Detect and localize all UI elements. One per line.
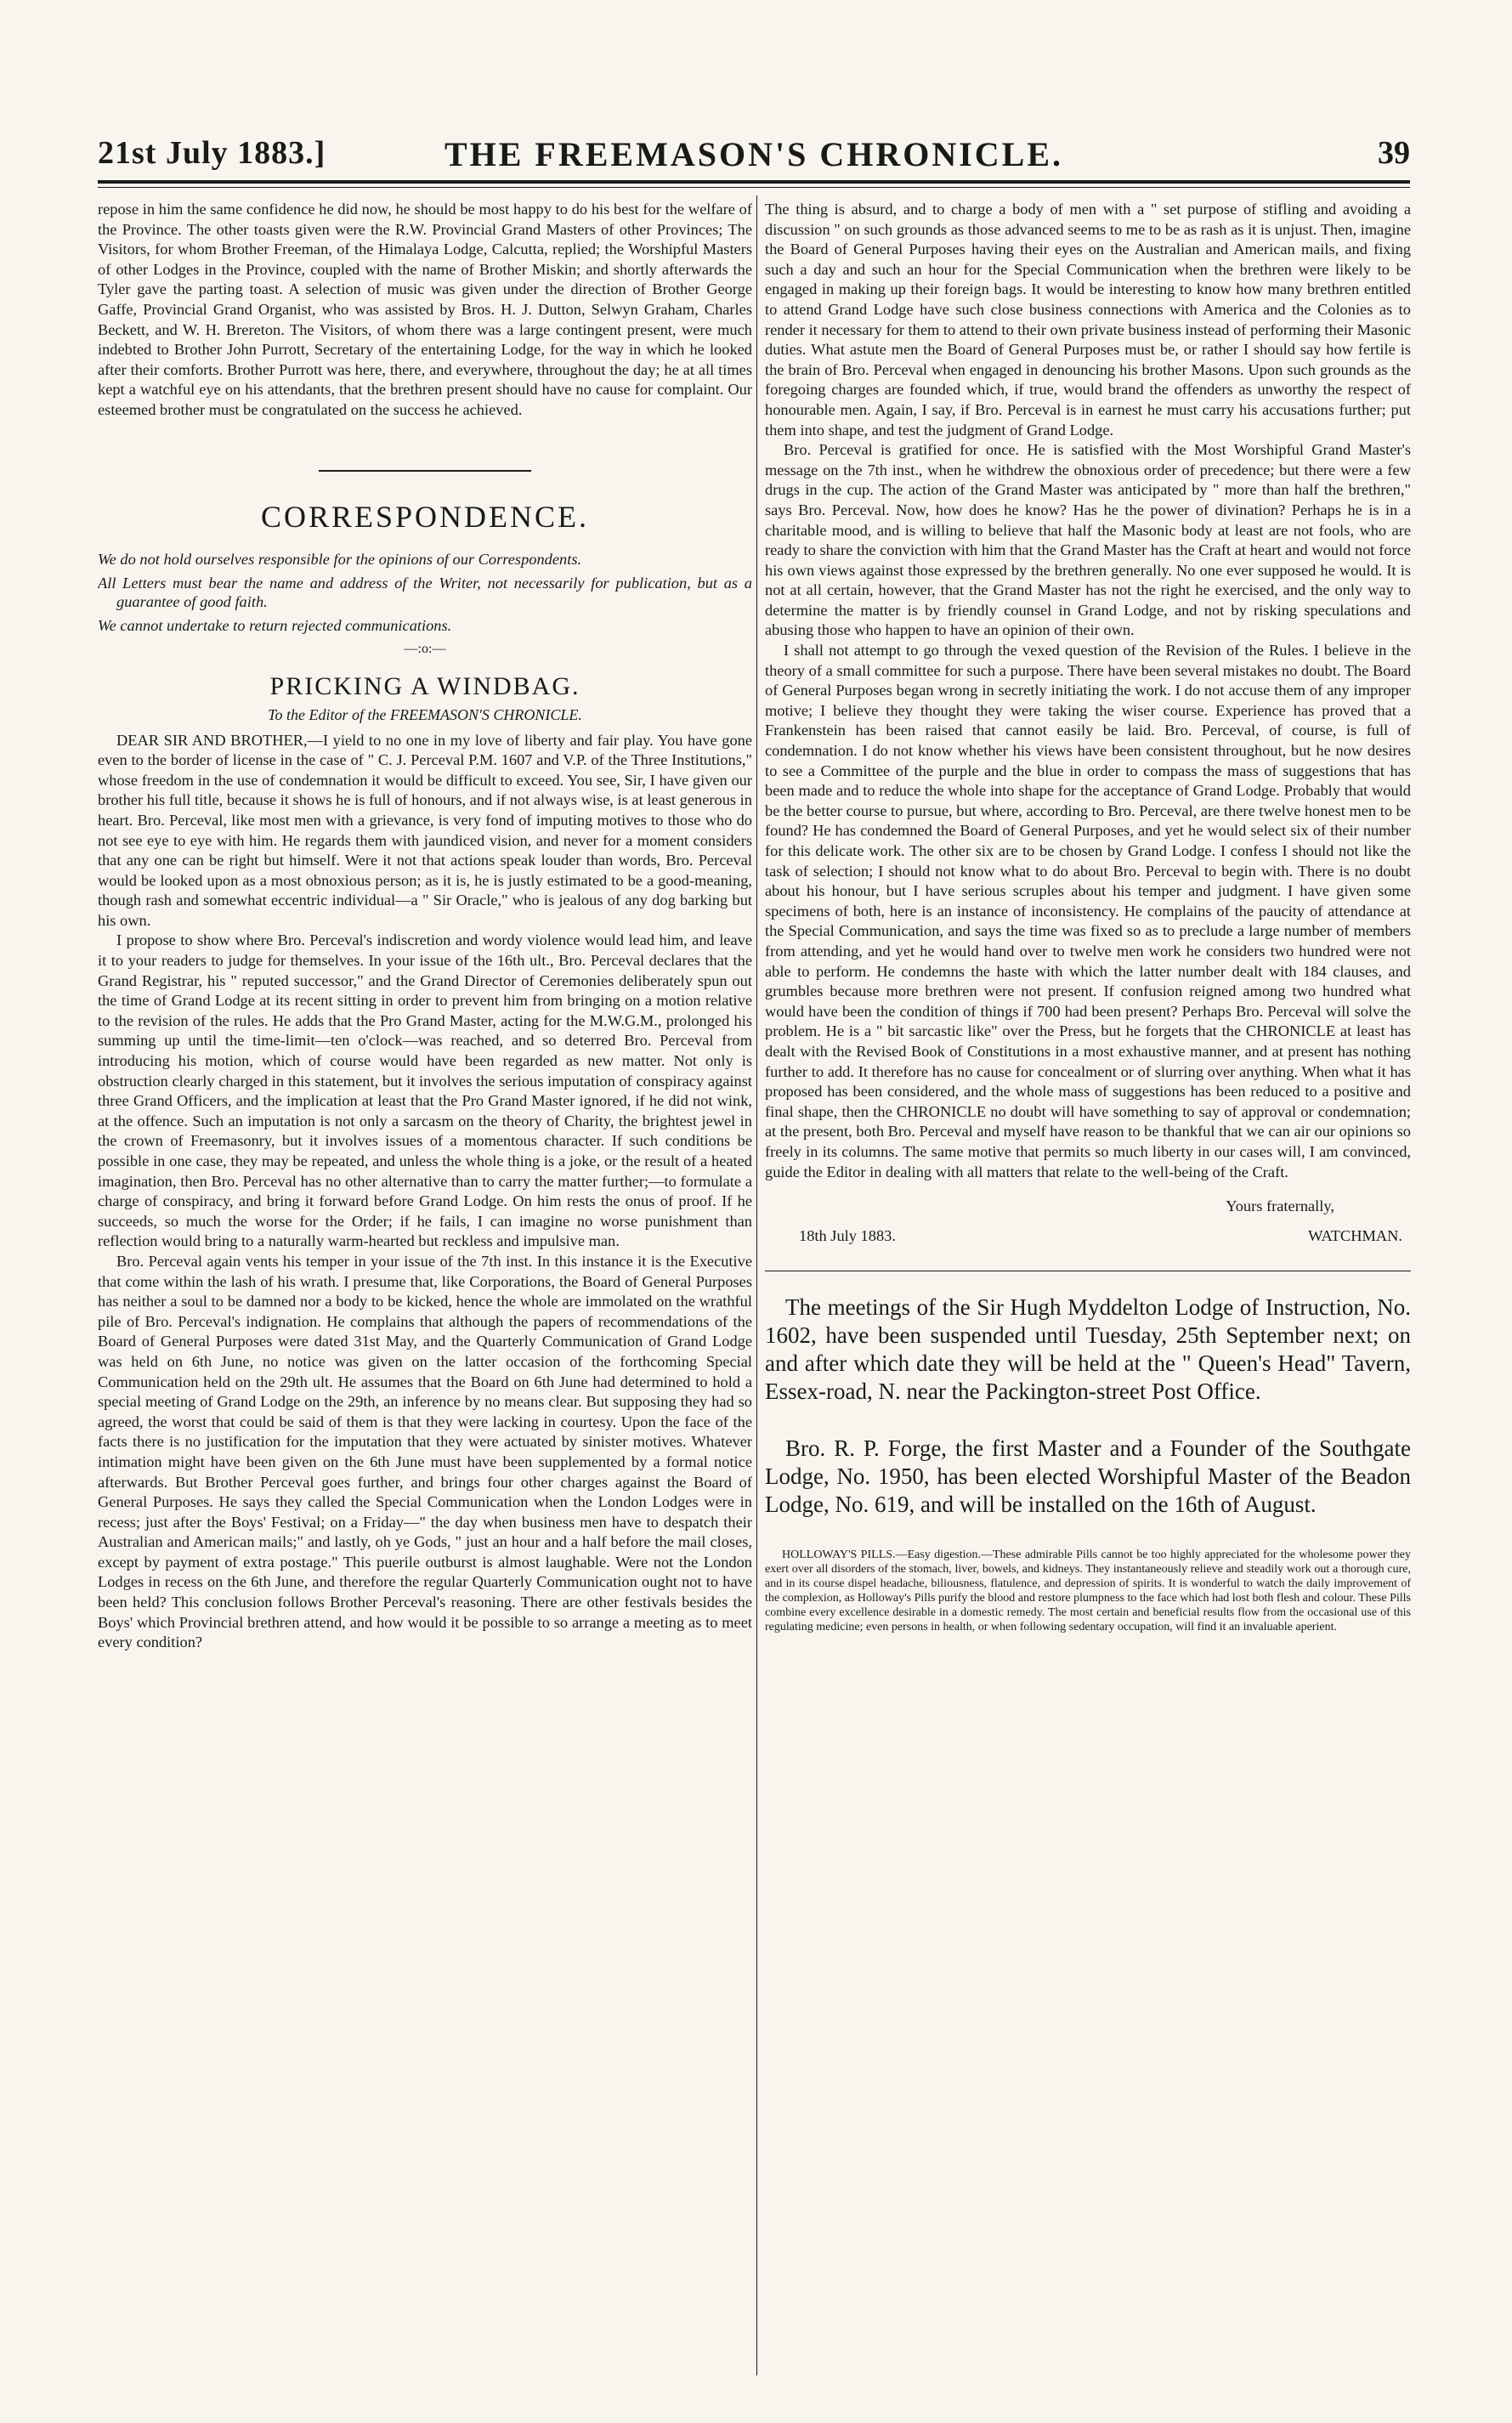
signature: WATCHMAN. bbox=[1308, 1227, 1402, 1245]
masthead-rule-thick bbox=[98, 180, 1410, 184]
publication-title: THE FREEMASON'S CHRONICLE. bbox=[444, 135, 1064, 173]
letter-signoff bbox=[765, 1197, 1411, 1245]
disclaimer: All Letters must bear the name and address of the Writer, not necessarily for publication, but as a guarantee of good faith. bbox=[98, 574, 752, 610]
column-divider bbox=[756, 195, 757, 2375]
article-title: PRICKING A WINDBAG. bbox=[269, 671, 580, 700]
letter-paragraph: The thing is absurd, and to charge a body of men with a " set purpose of stifling and avoiding a discussion " on such grounds as those advanced seems to me to be as rash as it is unjust. Then, imagine the Board of General Purposes having their eyes on the Australian and American mails, and fixing such a day and such an hour for the Special Communication when the brethren were likely to be engaged in making up their foreign bags. It would be interesting to know how many brethren entitled to attend Grand Lodge have such close business connections with America and the Colonies as to render it necessary for them to attend to their own private business instead of performing their Masonic duties. What astute men the Board of General Purposes must be, or rather I should say how fertile is the brain of Bro. Perceval when engaged in denouncing his brother Masons. Upon such grounds as the foregoing charges are founded which, if true, would brand the offenders as unworthy the respect of honourable men. Again, I say, if Bro. Perceval is in earnest he must carry his accusations further; put them into shape, and test the judgment of Grand Lodge. bbox=[765, 201, 1411, 439]
issue-date: 21st July 1883.] bbox=[98, 135, 326, 171]
date-signature-row bbox=[765, 1227, 1411, 1245]
right-column bbox=[765, 200, 1411, 2375]
lodge-notice: Bro. R. P. Forge, the first Master and a Founder of the Southgate Lodge, No. 1950, has been elected Worshipful Master of the Beadon Lodge, No. 619, and will be installed on the 16th of August. bbox=[765, 1435, 1411, 1518]
closing-salutation: Yours fraternally, bbox=[1226, 1197, 1334, 1215]
advertisement: HOLLOWAY'S PILLS.—Easy digestion.—These admirable Pills cannot be too highly appreciated for the wholesome power they exert over all disorders of the stomach, liver, bowels, and kidneys. They instantaneously relieve and steadily work out a thorough cure, and in its course dispel headache, biliousness, flatulence, and depression of spirits. It is wonderful to watch the daily improvement of the complexion, as Holloway's Pills purify the blood and restore plumpness to the face which had lost both flesh and colour. These Pills combine every excellence desirable in a domestic remedy. The most certain and beneficial results flow from the occasional use of this regulating medicine; even persons in health, or when following sedentary occupation, will find it an invaluable aperient. bbox=[765, 1548, 1411, 1634]
letter-paragraph: DEAR SIR AND BROTHER,—I yield to no one in my love of liberty and fair play. You have gone even to the border of license in the case of " C. J. Perceval P.M. 1607 and V.P. of the Three Institutions," whose freedom in the use of condemnation it would be difficult to exceed. You see, Sir, I have given our brother his full title, because it shows he is full of honours, and if not always wise, is at least generous in heart. Bro. Perceval, like most men with a grievance, is very fond of imputing motives to those who do not see eye to eye with him. He regards them with jaundiced vision, and never for a moment considers that any one can be right but himself. Were it not that actions speak louder than words, Bro. Perceval would be looked upon as a most obnoxious person; as it is, he is justly estimated to be a good-meaning, though rash and somewhat eccentric individual—a " Sir Oracle," who is jealous of any dog barking but his own. bbox=[98, 731, 752, 929]
letter-paragraph: Bro. Perceval again vents his temper in your issue of the 7th inst. In this instance it is the Executive that come within the lash of his wrath. I presume that, like Corporations, the Board of General Purposes has neither a soul to be damned nor a body to be kicked, hence the whole are immolated on the wrathful pile of Bro. Perceval's indignation. He complains that although the papers of recommendations of the Board of General Purposes were dated 31st May, and the Quarterly Communication of Grand Lodge was held on 6th June, no notice was given on the latter occasion of the forthcoming Special Communication held on the 29th ult. He assumes that the Board on 6th June had determined to hold a special meeting of Grand Lodge on the 29th, an inference by no means clear. But supposing they had so agreed, the worst that could be said of them is that they were lacking in courtesy. Upon the face of the facts there is no justification for the imputation that they were actuated by sinister motives. Whatever intimation might have been given on the 6th June must have been supplemented by a formal notice afterwards. But Brother Perceval goes further, and brings four other charges against the Board of General Purposes. He says they called the Special Communication when the London Lodges were in recess; just after the Boys' Festival; on a Friday—" the day when business men have to despatch their Australian and American mails;" and lastly, oh ye Gods, " just an hour and a half before the mail closes, except by payment of extra postage." This puerile outburst is almost laughable. Were not the London Lodges in recess on the 6th June, and therefore the regular Quarterly Communication ought not to have been held? This conclusion follows Brother Perceval's reasoning. There are other festivals besides the Boys' which Provincial brethren attend, and how would it be possible to so arrange a meeting as to meet every condition? bbox=[98, 1252, 752, 1651]
to-editor-line: To the Editor of the FREEMASON'S CHRONICLE. bbox=[268, 705, 582, 723]
section-heading: CORRESPONDENCE. bbox=[260, 499, 590, 534]
section-divider bbox=[319, 470, 531, 472]
disclaimer-block bbox=[98, 550, 752, 635]
left-column bbox=[98, 200, 752, 2375]
lodge-notice: The meetings of the Sir Hugh Myddelton Lodge of Instruction, No. 1602, have been suspended until Tuesday, 25th September next; on and after which date they will be held at the " Queen's Head" Tavern, Essex-road, N. near the Packington-street Post Office. bbox=[765, 1294, 1411, 1405]
letter-paragraph: I propose to show where Bro. Perceval's indiscretion and wordy violence would lead him, and leave it to your readers to judge for themselves. In your issue of the 16th ult., Bro. Perceval declares that the Grand Registrar, his " reputed successor," and the Grand Director of Ceremonies deliberately spun out the time of Grand Lodge at its recent sitting in order to prevent him from bringing on a motion relative to the revision of the rules. He adds that the Pro Grand Master, acting for the M.W.G.M., prolonged his summing up until the time-limit—ten o'clock—was reached, and so deterred Bro. Perceval from introducing his motion, which of course would have been regarded as new matter. Not only is obstruction clearly charged in this statement, but it involves the serious imputation of conspiracy against three Grand Officers, and the implication at least that the Pro Grand Master ignored, if he did not wink, at the offence. Such an imputation is not only a sarcasm on the theory of Charity, the brightest jewel in the crown of Freemasonry, but it involves issues of a momentous character. If such conditions be possible in one case, they may be repeated, and unless the whole thing is a joke, or the result of a heated imagination, then Bro. Perceval has no other alternative than to carry the matter further;—to formulate a charge of conspiracy, and bring it forward before Grand Lodge. On him rests the onus of proof. If he succeeds, so much the worse for the Order; if he fails, I can imagine no worse punishment than reflection would bring to a naturally warm-hearted but reckless and impulsive man. bbox=[98, 931, 752, 1250]
letter-paragraph: Bro. Perceval is gratified for once. He is satisfied with the Most Worshipful Grand Master's message on the 7th inst., when he withdrew the obnoxious order of precedence; but there were a few drugs in the cup. The action of the Grand Master was anticipated by " more than half the brethren," says Bro. Perceval. Now, how does he know? Has he the power of divination? Perhaps he is in a charitable mood, and is willing to believe that half the Masonic body at least are not fools, who are ready to share the conviction with him that the Grand Master has the Craft at heart and would not force his own views against those expressed by the brethren generally. No one ever supposed he would. It is not at all certain, however, that the Grand Master has not the right he exercised, and the only way to determine the matter is by friendly counsel in Grand Lodge, and not by risking speculations and abusing those who happen to have an opinion of their own. bbox=[765, 441, 1411, 639]
intro-paragraph: repose in him the same confidence he did now, he should be most happy to do his best for the welfare of the Province. The other toasts given were the R.W. Provincial Grand Masters of other Provinces; The Visitors, for whom Brother Freeman, of the Himalaya Lodge, Calcutta, replied; the Worshipful Masters of other Lodges in the Province, coupled with the name of Brother Miskin; and shortly afterwards the Tyler gave the parting toast. A selection of music was given under the direction of Brother George Gaffe, Provincial Grand Organist, who was assisted by Bros. H. J. Dutton, Selwyn Graham, Charles Beckett, and W. H. Brereton. The Visitors, of whom there was a large contingent present, were much indebted to Brother John Purrott, Secretary of the entertaining Lodge, for the way in which he looked after their comforts. Brother Purrott was here, there, and everywhere, throughout the day; he at all times kept a watchful eye on his attendants, that the brethren present should have no cause for complaint. Our esteemed brother must be congratulated on the success he achieved. bbox=[98, 201, 752, 418]
disclaimer: We do not hold ourselves responsible for the opinions of our Correspondents. bbox=[98, 550, 582, 568]
page-number: 39 bbox=[1378, 135, 1410, 171]
masthead-rule-thin bbox=[98, 187, 1410, 188]
masthead bbox=[98, 127, 1410, 178]
letter-paragraph: I shall not attempt to go through the vexed question of the Revision of the Rules. I believe in the theory of a small committee for such a purpose. There have been several mistakes no doubt. The Board of General Purposes began wrong in secretly initiating the work. I do not accuse them of any improper motive; I believe they thought they were taking the wiser course. Experience has proved that a Frankenstein has been raised that cannot easily be laid. Bro. Perceval, of course, is full of condemnation. I do not know whether his views have been consistent throughout, but he now desires to see a Committee of the purple and the blue in order to compass the mass of suggestions that has been made and to reduce the whole into shape for the acceptance of Grand Lodge. Probably that would be the better course to pursue, but where, according to Bro. Perceval, are there twelve honest men to be found? He has condemned the Board of General Purposes, and yet he would select six of their number for this delicate work. The other six are to be chosen by Grand Lodge. I confess I should not like the task of selection; I should not know what to do about Bro. Perceval to begin with. There is no doubt about his honour, but I have serious scruples about his temper and judgment. I have given some specimens of both, here is an instance of inconsistency. He complains of the paucity of attendance at the Special Communication, and says the time was fixed so as to preclude a large number of members from attending, and yet he would hand over to twelve men work he considers two hundred were not able to perform. He condemns the haste with which the latter number dealt with 184 clauses, and grumbles because more brethren were not present. If confusion reigned among two hundred what would have been the condition of things if 700 had been present? Perhaps Bro. Perceval will solve the problem. He is a " bit sarcastic like" over the Press, but he forgets that the CHRONICLE at least has dealt with the Revised Book of Constitutions in a most exhaustive manner, and at present has nothing further to add. It therefore has no cause for concealment or of slurring over anything. When what it has proposed has been considered, and the whole mass of suggestions has been reduced to a positive and final shape, then the CHRONICLE no doubt will have something to say of approval or condemnation; at the present, both Bro. Perceval and myself have reason to be thankful that we can air our opinions so freely in its columns. The same motive that permits so much liberty in our cases will, I am convinced, guide the Editor in dealing with all matters that relate to the well-being of the Craft. bbox=[765, 642, 1411, 1180]
letter-date: 18th July 1883. bbox=[799, 1227, 896, 1245]
disclaimer: We cannot undertake to return rejected communications. bbox=[98, 616, 452, 634]
ornament-separator: —:o:— bbox=[404, 641, 446, 656]
